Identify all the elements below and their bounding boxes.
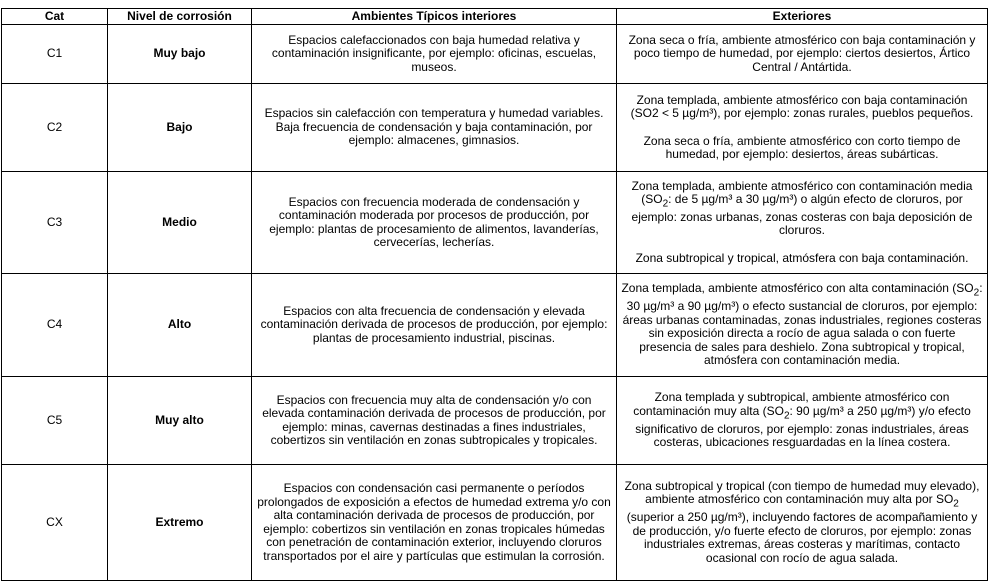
exterior-cell (617, 465, 988, 581)
exterior-text: Zona subtropical y tropical (con tiempo de humedad muy elevado), ambiente atmosférico con contaminación muy alta por SO (624, 478, 980, 507)
exterior-cell (617, 84, 988, 172)
interior-cell: Espacios sin calefacción con temperatura y humedad variables. Baja frecuencia de condensación y baja contaminación, por ejemplo: almacenes, gimnasios. (252, 84, 617, 172)
header-interiores: Ambientes Típicos interiores (252, 9, 617, 25)
exterior-text: (superior a 250 µg/m³), incluyendo factores de acompañamiento y de producción, y/o fuerte efecto de cloruros, por ejemplo: zonas industriales extremas, áreas costeras y marítimas, contacto ocasional con rocío de agua salada. (626, 510, 978, 565)
corrosion-table (1, 8, 988, 581)
nivel-cell: Bajo (108, 84, 252, 172)
exterior-text: Zona templada, ambiente atmosférico con contaminación media (SO (631, 178, 973, 207)
header-row (2, 9, 988, 25)
subscript-2: 2 (953, 498, 959, 510)
cat-cell: C4 (2, 274, 108, 377)
cat-cell: C3 (2, 172, 108, 274)
exterior-text: : 30 µg/m³ a 90 µg/m³) o efecto sustancial de cloruros, por ejemplo: áreas urbanas contaminadas, zonas industriales, regiones costeras sin exposición directa a rocío de agua salada o con fuerte presencia de sales para deshielo. Zona subtropical y tropical, atmósfera con contaminación media. (622, 281, 983, 368)
nivel-cell: Muy alto (108, 377, 252, 465)
cat-cell: C5 (2, 377, 108, 465)
exterior-cell (617, 377, 988, 465)
exterior-text: : de 5 µg/m³ a 30 µg/m³) o algún efecto de cloruros, por ejemplo: zonas urbanas, zonas costeras con baja deposición de cloruros. (631, 192, 973, 238)
exterior-cell (617, 274, 988, 377)
cat-cell: C2 (2, 84, 108, 172)
interior-cell: Espacios con condensación casi permanente o períodos prolongados de exposición a efectos de humedad extrema y/o con alta contaminación derivada de procesos de producción, por ejemplo: cobertizos sin ventilación en zonas tropicales húmedas con penetración de contaminación exterior, incluyendo cloruros transportados por el aire y partículas que estimulan la corrosión. (252, 465, 617, 581)
table-row-c1 (2, 25, 988, 84)
table-row-cx (2, 465, 988, 581)
cat-cell: C1 (2, 25, 108, 84)
exterior-paragraph: Zona templada, ambiente atmosférico con baja contaminación (SO2 < 5 µg/m³), por ejemplo: zonas rurales, pueblos pequeños. (630, 92, 974, 120)
interior-cell: Espacios con frecuencia moderada de condensación y contaminación moderada por procesos de producción, por ejemplo: plantas de procesamiento de alimentos, lavanderías, cervecerías, lecherías. (252, 172, 617, 274)
subscript-2: 2 (662, 198, 669, 210)
table-row-c5 (2, 377, 988, 465)
subscript-2: 2 (973, 287, 980, 299)
exterior-text: Zona templada y subtropical, ambiente atmosférico con contaminación muy alta (SO (633, 390, 950, 418)
exterior-paragraph: Zona seca o fría, ambiente atmosférico con corto tiempo de humedad, por ejemplo: desiertos, áreas subárticas. (643, 133, 961, 161)
header-nivel: Nivel de corrosión (108, 9, 252, 25)
interior-cell: Espacios con alta frecuencia de condensación y elevada contaminación derivada de procesos de producción, por ejemplo: plantas de procesamiento industrial, piscinas. (252, 274, 617, 377)
cat-cell: CX (2, 465, 108, 581)
nivel-cell: Extremo (108, 465, 252, 581)
subscript-2: 2 (783, 410, 790, 422)
table-row-c3 (2, 172, 988, 274)
table-row-c2 (2, 84, 988, 172)
exterior-cell: Zona seca o fría, ambiente atmosférico con baja contaminación y poco tiempo de humedad, por ejemplo: ciertos desiertos, Ártico Central / Antártida. (617, 25, 988, 84)
table-row-c4 (2, 274, 988, 377)
nivel-cell: Medio (108, 172, 252, 274)
header-exteriores: Exteriores (617, 9, 988, 25)
nivel-cell: Alto (108, 274, 252, 377)
header-cat: Cat (2, 9, 108, 25)
interior-cell: Espacios con frecuencia muy alta de condensación y/o con elevada contaminación derivada de procesos de producción, por ejemplo: minas, cavernas destinadas a fines industriales, cobertizos sin ventilación en zonas subtropicales y tropicales. (252, 377, 617, 465)
interior-cell: Espacios calefaccionados con baja humedad relativa y contaminación insignificante, por ejemplo: oficinas, escuelas, museos. (252, 25, 617, 84)
exterior-cell (617, 172, 988, 274)
exterior-text: Zona templada, ambiente atmosférico con alta contaminación (SO (621, 281, 974, 296)
nivel-cell: Muy bajo (108, 25, 252, 84)
exterior-text: : 90 µg/m³ a 250 µg/m³) y/o efecto significativo de cloruros, por ejemplo: zonas industriales, áreas costeras, ubicaciones resguardadas en la línea costera. (635, 403, 971, 450)
exterior-paragraph: Zona subtropical y tropical, atmósfera con baja contaminación. (635, 250, 969, 265)
